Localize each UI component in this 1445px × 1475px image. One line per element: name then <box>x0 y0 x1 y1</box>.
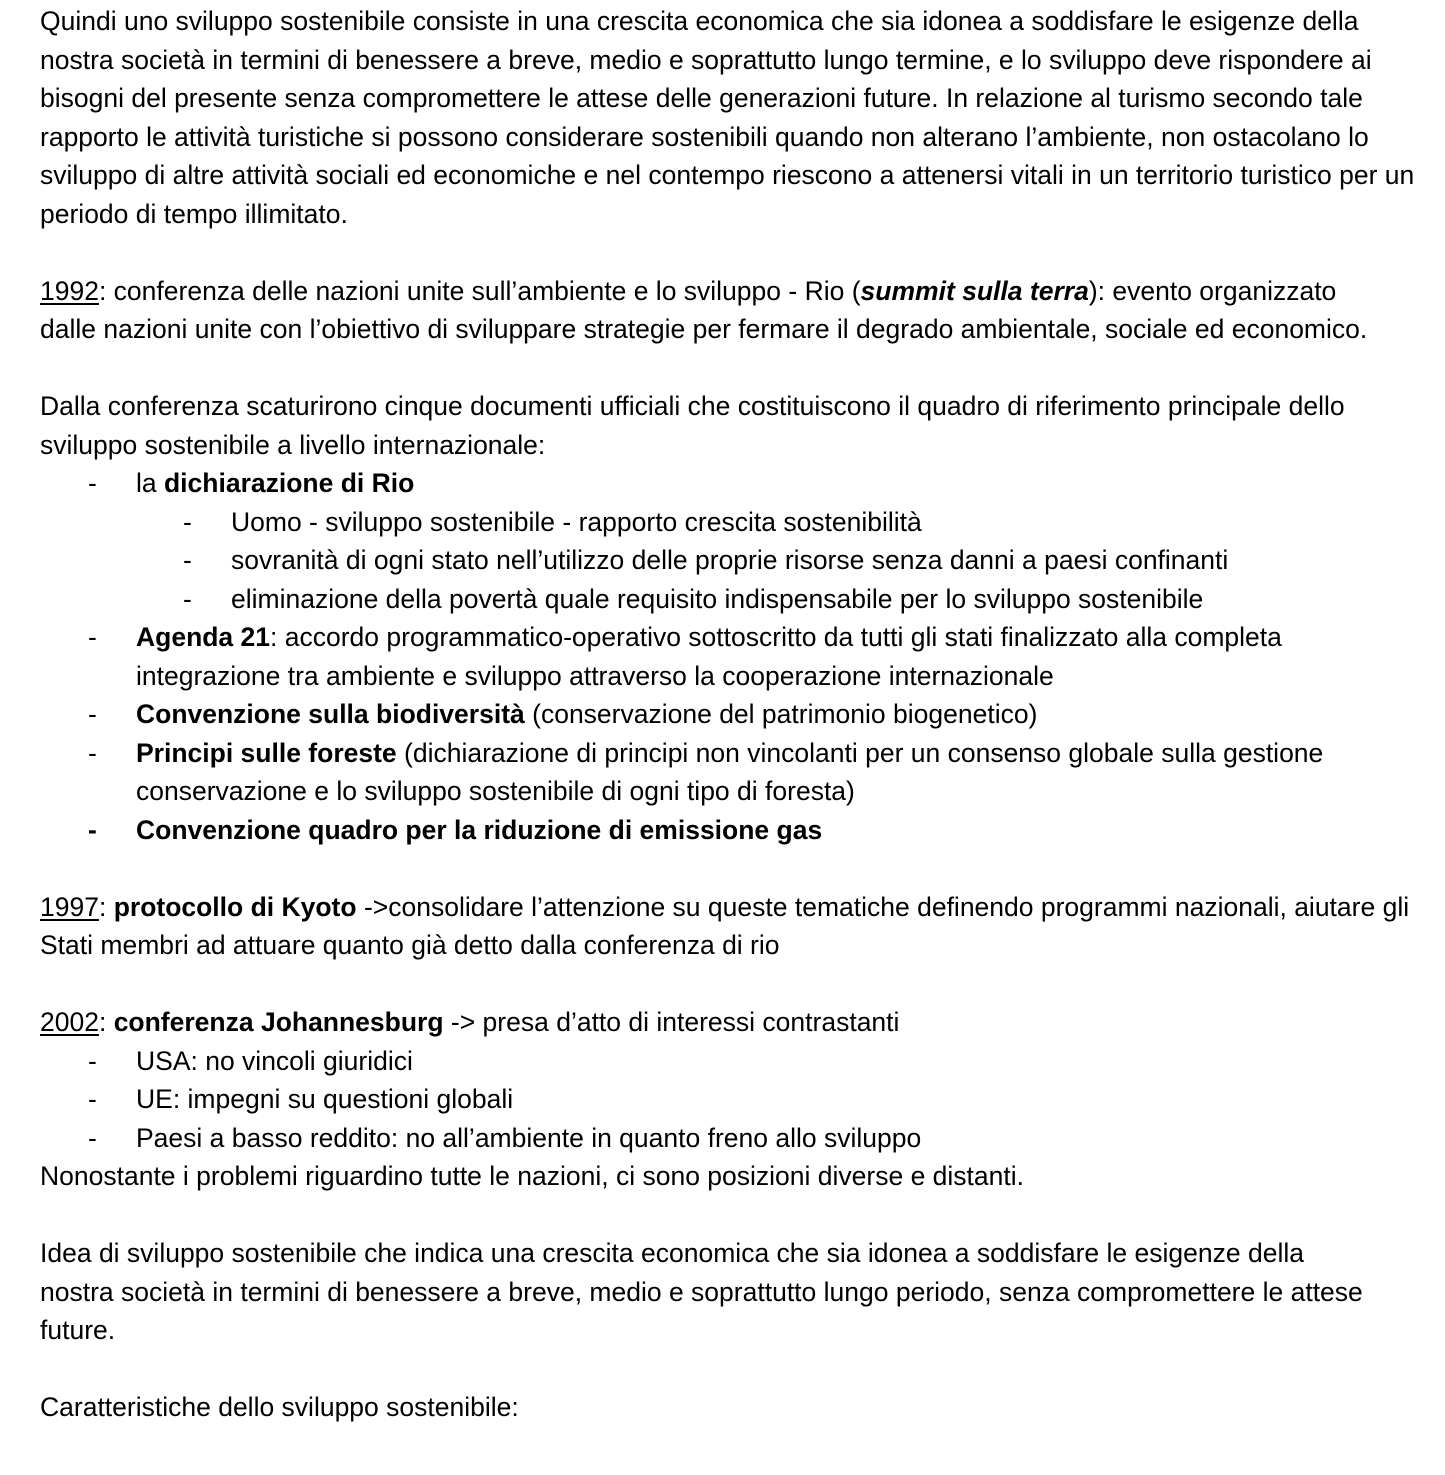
sub-item-text: sovranità di ogni stato nell’utilizzo delle proprie risorse senza danni a paesi confinanti <box>231 545 1229 575</box>
dash-bullet: - <box>88 699 97 729</box>
paragraph-idea: Idea di sviluppo sostenibile che indica una crescita economica che sia idonea a soddisfare le esigenze della nostra società in termini di benessere a breve, medio e soprattutto lungo periodo, senza compromettere le attese future. <box>40 1238 1363 1345</box>
item-text: : accordo programmatico-operativo sottoscritto da tutti gli stati finalizzato alla completa integrazione tra ambiente e sviluppo attraverso la cooperazione internazionale <box>136 622 1282 691</box>
paragraph-johannesburg-conclusion: Nonostante i problemi riguardino tutte le nazioni, ci sono posizioni diverse e distanti. <box>40 1161 1024 1191</box>
separator: : <box>98 891 114 922</box>
item-title: Agenda 21 <box>136 622 271 652</box>
paragraph-kyoto-1997 <box>40 888 1420 965</box>
list-item-agenda-21 <box>40 618 1411 695</box>
sub-item-text: eliminazione della povertà quale requisito indispensabile per lo sviluppo sostenibile <box>231 583 1204 614</box>
dash-bullet: - <box>88 814 97 845</box>
dash-bullet: - <box>88 468 97 498</box>
spacer <box>40 1196 1435 1235</box>
spacer <box>40 349 1435 388</box>
dash-bullet: - <box>88 737 97 768</box>
documents-list <box>40 464 1435 849</box>
item-text: (conservazione del patrimonio biogenetico) <box>524 699 1038 729</box>
spacer <box>40 849 1435 888</box>
johannesburg-title: conferenza Johannesburg <box>113 1007 444 1037</box>
kyoto-title: protocollo di Kyoto <box>113 891 357 922</box>
dash-bullet: - <box>183 506 192 537</box>
position-text: Paesi a basso reddito: no all’ambiente in quanto freno allo sviluppo <box>136 1122 922 1153</box>
year-1992: 1992 <box>40 275 99 306</box>
rio-text-a: : conferenza delle nazioni unite sull’ambiente e lo sviluppo - Rio ( <box>98 275 861 306</box>
list-item-position <box>40 1080 1435 1119</box>
sub-item-text: Uomo - sviluppo sostenibile - rapporto crescita sostenibilità <box>231 506 922 537</box>
sub-item <box>40 503 1435 542</box>
characteristics-heading: Caratteristiche dello sviluppo sostenibile: <box>40 1392 519 1422</box>
dash-bullet: - <box>88 1122 97 1153</box>
list-item-position <box>40 1119 1435 1158</box>
johannesburg-text: -> presa d’atto di interessi contrastanti <box>443 1007 900 1037</box>
paragraph-johannesburg-2002 <box>40 1003 1435 1042</box>
paragraph-rio-1992 <box>40 272 1370 349</box>
item-text: (dichiarazione di principi non vincolanti per un consenso globale sulla gestione conservazione e lo sviluppo sostenibile di ogni tipo di foresta) <box>136 737 1324 806</box>
item-title: Convenzione quadro per la riduzione di emissione gas <box>136 814 823 845</box>
paragraph-intro: Quindi uno sviluppo sostenibile consiste in una crescita economica che sia idonea a soddisfare le esigenze della nostra società in termini di benessere a breve, medio e soprattutto lungo termine, e lo sviluppo deve rispondere ai bisogni del presente senza compromettere le attese delle generazioni future. In relazione al turismo secondo tale rapporto le attività turistiche si possono considerare sostenibili quando non alterano l’ambiente, non ostacolano lo sviluppo di altre attività sociali ed economiche e nel contempo riescono a attenersi vitali in un territorio turistico per un periodo di tempo illimitato. <box>40 6 1415 229</box>
rio-emphasis: summit sulla terra <box>860 275 1089 306</box>
dash-bullet: - <box>183 583 192 614</box>
list-item-dichiarazione-rio <box>40 464 1435 503</box>
list-item-biodiversita <box>40 695 1435 734</box>
year-2002: 2002 <box>40 1007 99 1037</box>
item-title: dichiarazione di Rio <box>164 468 415 498</box>
item-title: Principi sulle foreste <box>136 737 397 768</box>
separator: : <box>98 1007 114 1037</box>
list-item-foreste <box>40 734 1336 811</box>
kyoto-text: ->consolidare l’attenzione su queste tematiche definendo programmi nazionali, aiutare gli Stati membri ad attuare quanto già detto dalla conferenza di rio <box>40 891 1410 960</box>
spacer <box>40 965 1435 1004</box>
item-prefix: la <box>136 468 164 498</box>
dash-bullet: - <box>88 622 97 652</box>
year-1997: 1997 <box>40 891 99 922</box>
position-text: USA: no vincoli giuridici <box>136 1045 413 1076</box>
list-item-position <box>40 1042 1435 1081</box>
item-title: Convenzione sulla biodiversità <box>136 699 525 729</box>
list-item-emissione-gas <box>40 811 1435 850</box>
dash-bullet: - <box>88 1084 97 1114</box>
spacer <box>40 1350 1435 1389</box>
rio-text-b: ): evento organizzato dalle nazioni unite con l’obiettivo di sviluppare strategie per fermare il degrado ambientale, sociale ed economico. <box>40 275 1368 344</box>
dash-bullet: - <box>88 1045 97 1076</box>
sub-item <box>40 580 1435 619</box>
position-text: UE: impegni su questioni globali <box>136 1084 514 1114</box>
spacer <box>40 233 1435 272</box>
dash-bullet: - <box>183 545 192 575</box>
paragraph-documents-intro: Dalla conferenza scaturirono cinque documenti ufficiali che costituiscono il quadro di riferimento principale dello sviluppo sostenibile a livello internazionale: <box>40 391 1345 460</box>
positions-list <box>40 1042 1435 1158</box>
sub-item <box>40 541 1435 580</box>
